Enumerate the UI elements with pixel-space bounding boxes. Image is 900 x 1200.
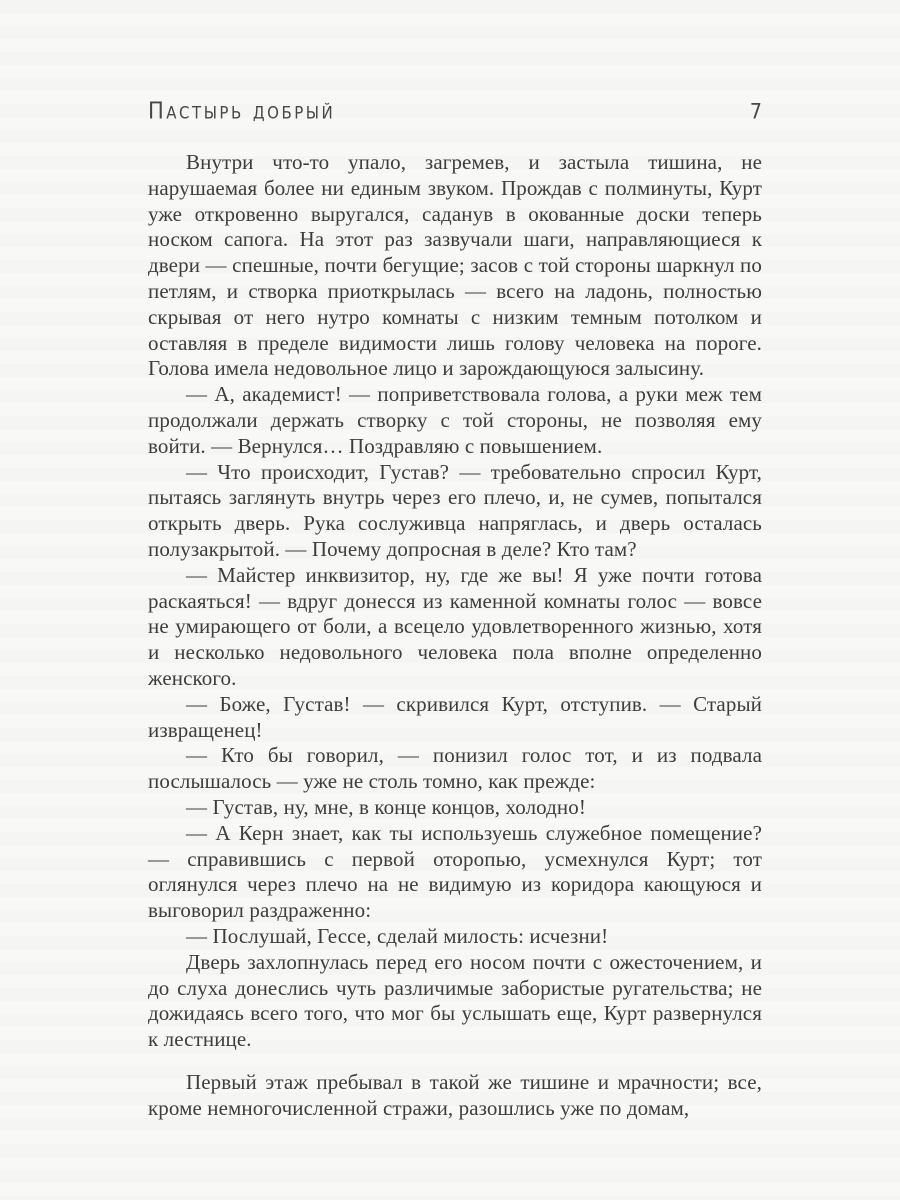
paragraph: — Что происходит, Густав? — требовательно спросил Курт, пытаясь заглянуть внутрь через его плечо, и, не сумев, попытался открыть дверь. Рука сослуживца напряглась, и дверь осталась полузакрытой. — Почему допросная в деле? Кто там? [148,459,762,561]
paragraph: — Густав, ну, мне, в конце концов, холодно! [186,794,586,819]
paragraph: Первый этаж пребывал в такой же тишине и мрачности; все, кроме немногочисленной стражи, разошлись уже по домам, [148,1069,762,1120]
paragraph: — Послушай, Гессе, сделай милость: исчезни! [186,923,609,948]
body-text [148,150,762,1121]
paragraph: — Боже, Густав! — скривился Курт, отступив. — Старый извращенец! [148,691,762,742]
paragraph: — Майстер инквизитор, ну, где же вы! Я уже почти готова раскаяться! — вдруг донесся из каменной комнаты голос — вовсе не умирающего от боли, а всецело удовлетворенного жизнью, хотя и несколько недовольного человека пола вполне определенно женского. [148,562,762,690]
paragraph: — А Керн знает, как ты используешь служебное помещение? — справившись с первой оторопью, усмехнулся Курт; тот оглянулся через плечо на не видимую из коридора кающуюся и выговорил раздраженно: [148,820,762,923]
paragraph: — А, академист! — поприветствовала голова, а руки меж тем продолжали держать створку с той стороны, не позволяя ему войти. — Вернулся… Поздравляю с повышением. [148,382,762,458]
paragraph: Дверь захлопнулась перед его носом почти с ожесточением, и до слуха донеслись чуть различимые забористые ругательства; не дожидаясь всего того, что мог бы услышать еще, Курт развернулся к лестнице. [148,949,762,1052]
paragraph: Внутри что-то упало, загремев, и застыла тишина, не нарушаемая более ни единым звуком. Прождав с полминуты, Курт уже откровенно выругался, саданув в окованные доски теперь носком сапога. На этот раз зазвучали шаги, направляющиеся к двери — спешные, почти бегущие; засов с той стороны шаркнул по петлям, и створка приоткрылась — всего на ладонь, полностью скрывая от него нутро комнаты с низким темным потолком и оставляя в пределе видимости лишь голову человека на пороге. Голова имела недовольное лицо и зарождающуюся залысину. [148,150,762,381]
running-title: Пастырь добрый [148,97,336,124]
page-header [148,97,762,124]
paragraph: — Кто бы говорил, — понизил голос тот, и из подвала послышалось — уже не столь томно, как прежде: [148,743,762,794]
page-number: 7 [749,99,762,124]
